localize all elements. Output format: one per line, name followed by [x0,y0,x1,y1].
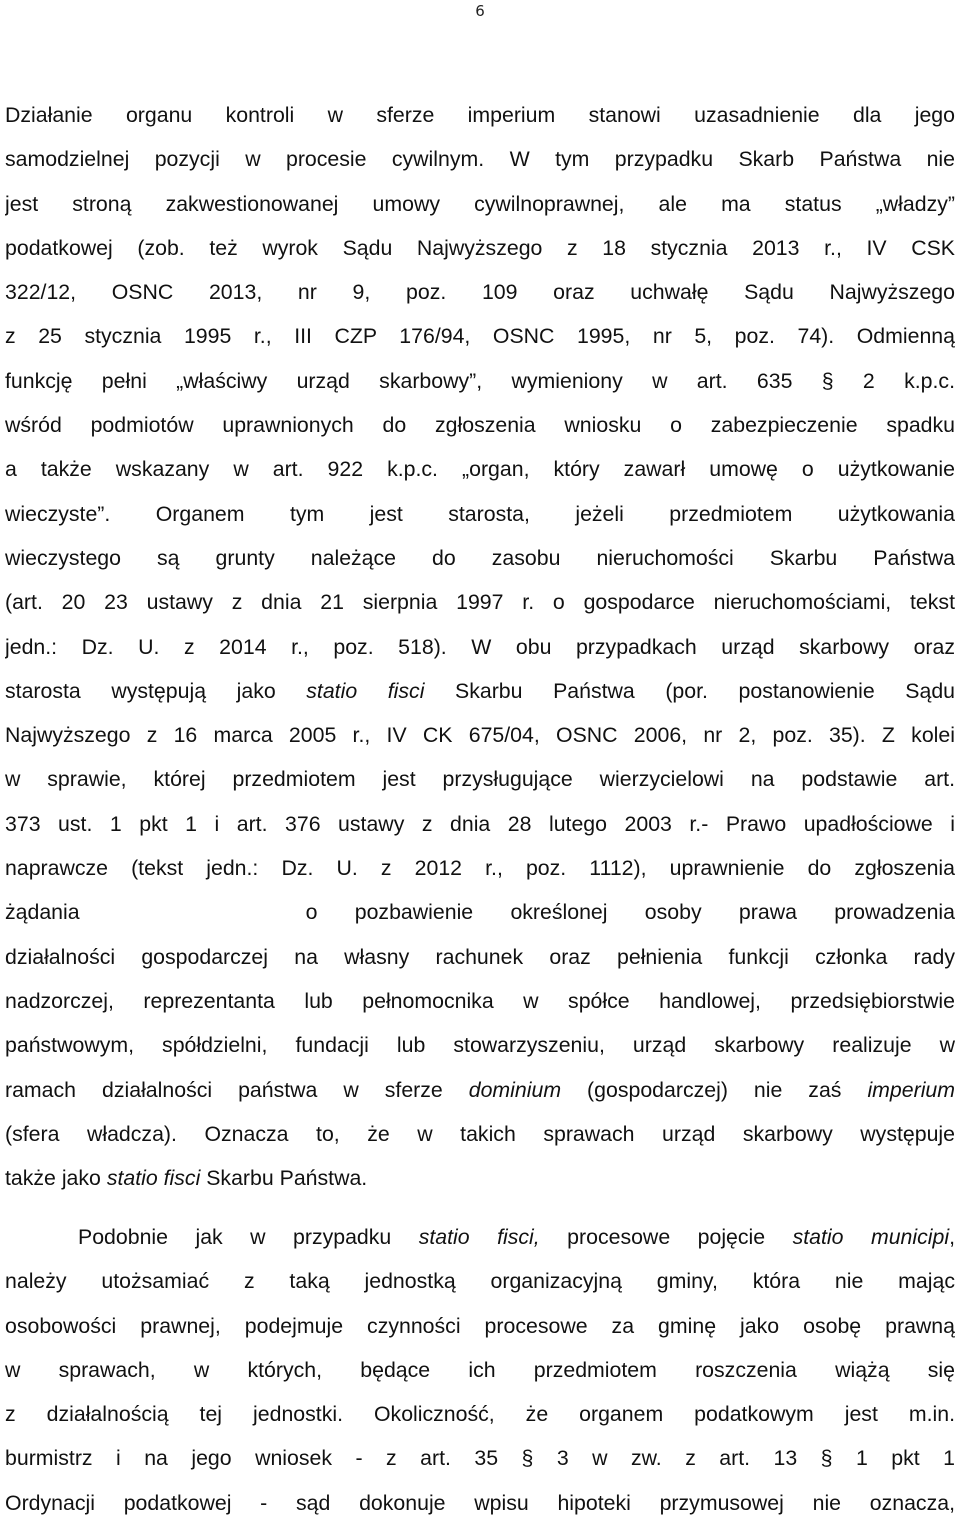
text-line: nadzorczej, reprezentanta lub pełnomocnika w spółce handlowej, przedsiębiorstwie [5,988,955,1013]
text-line: burmistrz i na jego wniosek - z art. 35 § 3 w zw. z art. 13 § 1 pkt 1 [5,1446,955,1471]
text-line: jest stroną zakwestionowanej umowy cywilnoprawnej, ale ma status „władzy” [5,191,955,216]
text-line: w sprawie, której przedmiotem jest przysługujące wierzycielowi na podstawie art. [5,767,955,792]
text-line: w sprawach, w których, będące ich przedmiotem roszczenia wiążą się [5,1357,955,1382]
text-line: podatkowej (zob. też wyrok Sądu Najwyższego z 18 stycznia 2013 r., IV CSK [5,235,955,260]
text-line: z 25 stycznia 1995 r., III CZP 176/94, OSNC 1995, nr 5, poz. 74). Odmienną [5,324,955,349]
text-line: żądania o pozbawienie określonej osoby prawa prowadzenia [5,900,955,925]
text-line: należy utożsamiać z taką jednostką organizacyjną gminy, która nie mając [5,1269,955,1294]
text-line: Najwyższego z 16 marca 2005 r., IV CK 675/04, OSNC 2006, nr 2, poz. 35). Z kolei [5,723,955,748]
text-line: samodzielnej pozycji w procesie cywilnym. W tym przypadku Skarb Państwa nie [5,147,955,172]
page-number: 6 [475,2,485,20]
text-line: z działalnością tej jednostki. Okoliczność, że organem podatkowym jest m.in. [5,1402,955,1427]
text-line: jedn.: Dz. U. z 2014 r., poz. 518). W obu przypadkach urząd skarbowy oraz [5,634,955,659]
text-line: państwowym, spółdzielni, fundacji lub stowarzyszeniu, urząd skarbowy realizuje w [5,1033,955,1058]
text-line: Ordynacji podatkowej - sąd dokonuje wpisu hipoteki przymusowej nie oznacza, [5,1490,955,1515]
text-line: wieczyste”. Organem tym jest starosta, jeżeli przedmiotem użytkowania [5,501,955,526]
paragraph-1 [5,93,955,1200]
text-line: Podobnie jak w przypadku statio fisci, procesowe pojęcie statio municipi, [78,1225,955,1249]
text-line: funkcję pełni „właściwy urząd skarbowy”, wymieniony w art. 635 § 2 k.p.c. [5,368,955,393]
text-line: wśród podmiotów uprawnionych do zgłoszenia wniosku o zabezpieczenie spadku [5,413,955,438]
text-line: a także wskazany w art. 922 k.p.c. „organ, który zawarł umowę o użytkowanie [5,457,955,482]
text-line: starosta występują jako statio fisci Skarbu Państwa (por. postanowienie Sądu [5,678,955,703]
text-line: Działanie organu kontroli w sferze imperium stanowi uzasadnienie dla jego [5,103,955,127]
text-line: 373 ust. 1 pkt 1 i art. 376 ustawy z dnia 28 lutego 2003 r.- Prawo upadłościowe i [5,811,955,836]
text-line: naprawcze (tekst jedn.: Dz. U. z 2012 r., poz. 1112), uprawnienie do zgłoszenia [5,856,955,881]
text-line: osobowości prawnej, podejmuje czynności procesowe za gminę jako osobę prawną [5,1313,955,1338]
text-line: ramach działalności państwa w sferze dominium (gospodarczej) nie zaś imperium [5,1077,955,1102]
paragraph-2 [5,1215,955,1525]
text-line: (art. 20 23 ustawy z dnia 21 sierpnia 1997 r. o gospodarce nieruchomościami, tekst [5,590,955,615]
text-line: wieczystego są grunty należące do zasobu nieruchomości Skarbu Państwa [5,545,955,570]
text-line: działalności gospodarczej na własny rachunek oraz pełnienia funkcji członka rady [5,944,955,969]
text-line: także jako statio fisci Skarbu Państwa. [5,1166,368,1191]
text-line: 322/12, OSNC 2013, nr 9, poz. 109 oraz uchwałę Sądu Najwyższego [5,280,955,305]
text-line: (sfera władcza). Oznacza to, że w takich sprawach urząd skarbowy występuje [5,1121,955,1146]
